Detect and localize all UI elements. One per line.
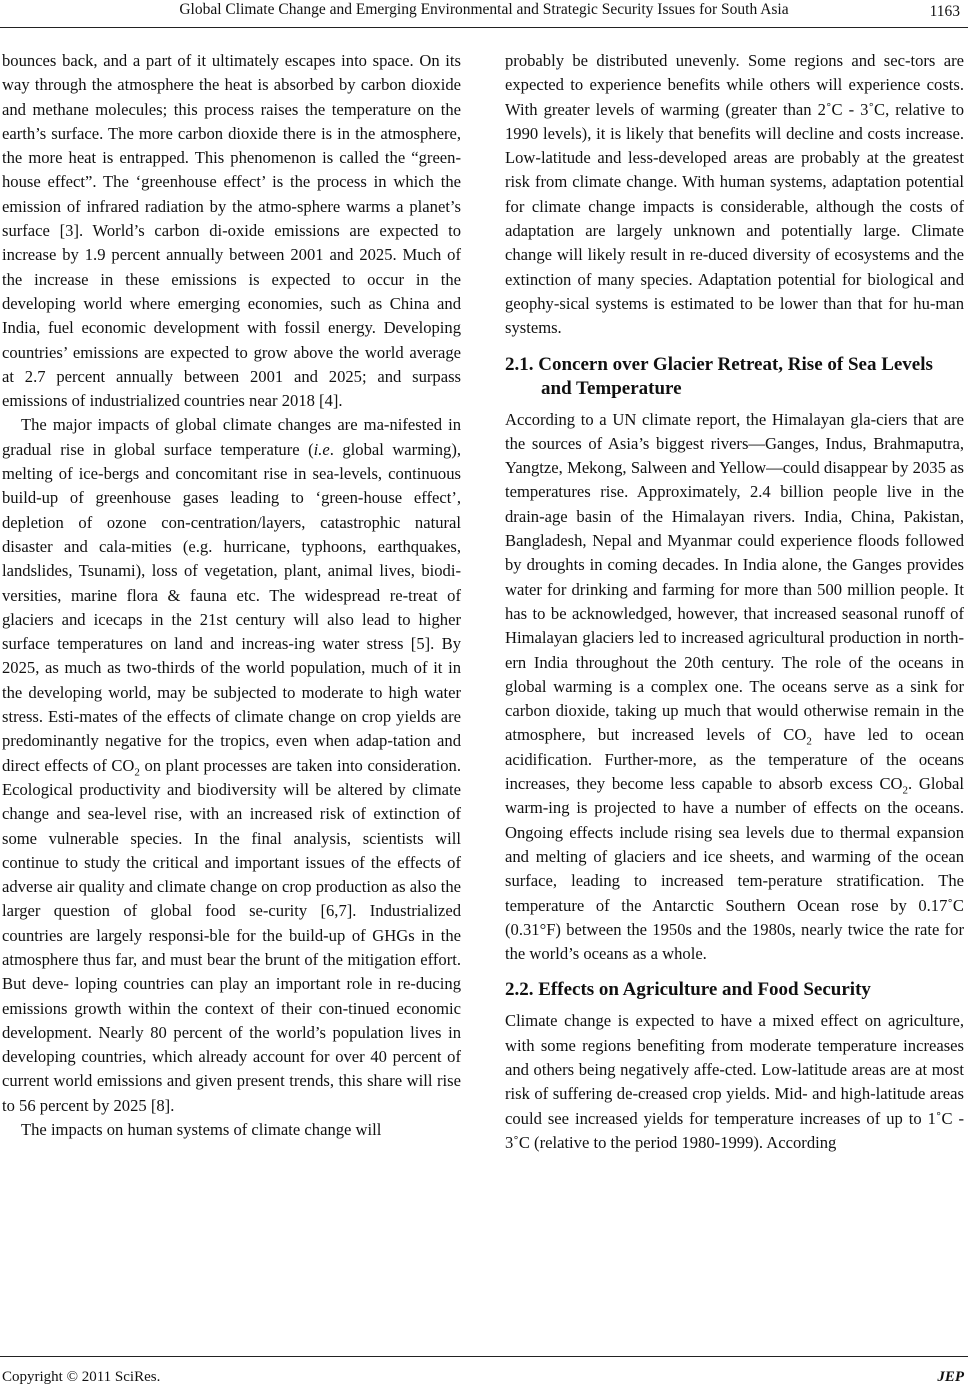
text-run: . global warming), melting of ice-bergs and concomitant rise in sea-levels, continuous build-up of greenhouse gases leading to ‘green-house effect’, depletion of ozone con-centration/layers, catastrophic natural disaster and cala-mities (e.g. hurricane, typhoons, earthquakes, landslides, Tsunami), loss of vegetation, plant, animal lives, biodi-versities, marine flora & fauna etc. The widespread re-treat of glaciers and icecaps in the 21st century will also lead to higher surface temperatures on land and increas-ing water stress [5]. By 2025, as much as two-thirds of the world population, much of it in the developing world, may be subjected to moderate to high water stress. Esti-mates of the effects of climate change on crop yields are predominantly negative for the tropics, even when adap-tation and direct effects of CO (2, 439, 461, 775)
paragraph (505, 408, 964, 967)
paragraph: The impacts on human systems of climate change will (21, 1120, 382, 1140)
copyright-notice: Copyright © 2011 SciRes. (2, 1369, 161, 1385)
section-heading: 2.1. Concern over Glacier Retreat, Rise of Sea Levels and Temperature (505, 353, 933, 399)
text-run: The major impacts of global climate changes are ma-nifested in gradual rise in global surface temperature ( (2, 415, 461, 459)
paragraph (2, 413, 461, 1118)
page-header (0, 0, 968, 32)
text-run: According to a UN climate report, the Himalayan gla-ciers that are the sources of Asia’s biggest rivers—Ganges, Indus, Brahmaputra, Yangtze, Mekong, Salween and Yellow—could disappear by 2035 as temperatures rise. Approximately, 2.4 billion people live in the drain-age basin of the Himalayan rivers. India, China, Pakistan, Bangladesh, Nepal and Myanmar could experience floods followed by droughts in coming decades. In India alone, the Ganges provides water for drinking and farming for more than 500 million people. It has to be acknowledged, however, that increased seasonal runoff of Himalayan glaciers led to increased agricultural production in north-ern India throughout the 20th century. The role of the oceans in global warming is a complex one. The oceans serve as a sink for carbon dioxide, taking up much that would otherwise remain in the atmosphere, but increased levels of CO (505, 409, 964, 745)
paragraph: Climate change is expected to have a mixed effect on agriculture, with some regions benefiting from moderate temperature increases and others being negatively affe-cted. Low-latitude areas are at most risk of suffering de-creased crop yields. Mid- and high-latitude areas could see increased yields for temperature increases of up to 1˚C - 3˚C (relative to the period 1980-1999). According (505, 1011, 964, 1152)
footer-rule (0, 1356, 968, 1357)
page-footer (0, 1356, 968, 1386)
paragraph: bounces back, and a part of it ultimately escapes into space. On its way through the atmosphere the heat is absorbed by carbon dioxide and methane molecules; this process raises the temperature on the earth’s surface. The more carbon dioxide there is in the atmosphere, the more heat is entrapped. This phenomenon is called the “green-house effect”. The ‘greenhouse effect’ is the process in which the emission of infrared radiation by the atmo-sphere warms a planet’s surface [3]. World’s carbon di-oxide emissions are expected to increase by 1.9 percent annually between 2001 and 2025. Much of the increase in these emissions is expected to occur in the developing world where emerging economies, such as China and India, fuel economic development with fossil energy. Developing countries’ emissions are expected to grow above the world average at 2.7 percent annually between 2001 and 2025; and surpass emissions of industrialized countries near 2018 [4]. (2, 51, 461, 411)
text-run: on plant processes are taken into consideration. Ecological productivity and biodiversity will be altered by climate change and sea-level rise, with an increased risk of extinction of some vulnerable species. In the final analysis, scientists will continue to study the critical and important issues of the effects of adverse air quality and climate change on crop production as also the larger question of global food se-curity [6,7]. Industrialized countries are largely responsi-ble for the build-up of GHGs in the atmosphere thus far, and must bear the brunt of the mitigation effort. But deve- loping countries can play an important role in re-ducing emissions growth within the context of their con-tinued economic development. Nearly 80 percent of the world’s population lives in developing countries, which already account for over 40 percent of current world emissions and given present trends, this share will rise to 56 percent by 2025 [8]. (2, 755, 461, 1115)
subscript: 2 (806, 735, 812, 748)
text-run: have led to ocean acidification. Further-more, as the temperature of the oceans increases, they become less capable to absorb excess CO (505, 725, 964, 794)
subscript: 2 (902, 784, 909, 797)
running-title: Global Climate Change and Emerging Environmental and Strategic Security Issues for South Asia (179, 1, 789, 18)
page-number: 1163 (929, 3, 960, 20)
left-column (2, 49, 461, 1142)
header-rule (0, 27, 968, 28)
subscript: 2 (134, 765, 140, 778)
italic-text: i.e (313, 439, 330, 459)
right-column (505, 49, 964, 1155)
text-run: . Global warm-ing is projected to have a number of effects on the oceans. Ongoing effects include rising sea levels due to thermal expansion and melting of glaciers and ice sheets, and warming of the ocean surface, leading to increased tem-perature stratification. The temperature of the Antarctic Southern Ocean rose by 0.17˚C (0.31°F) between the 1950s and the 1980s, nearly twice the rate for the world’s oceans as a whole. (505, 774, 964, 964)
section-heading: 2.2. Effects on Agriculture and Food Security (505, 979, 871, 1001)
journal-abbreviation: JEP (937, 1369, 964, 1385)
paragraph: probably be distributed unevenly. Some regions and sec-tors are expected to experience benefits while others will experience costs. With greater levels of warming (greater than 2˚C - 3˚C, relative to 1990 levels), it is likely that benefits will decline and costs increase. Low-latitude and less-developed areas are probably at the greatest risk from climate change. With human systems, adaptation potential for climate change impacts is considerable, although the costs of adaptation are largely unknown and potentially large. Climate change will likely result in re-duced diversity of ecosystems and the extinction of many species. Adaptation potential for biological and geophy-sical systems is estimated to be lower than that for hu-man systems. (505, 51, 964, 338)
